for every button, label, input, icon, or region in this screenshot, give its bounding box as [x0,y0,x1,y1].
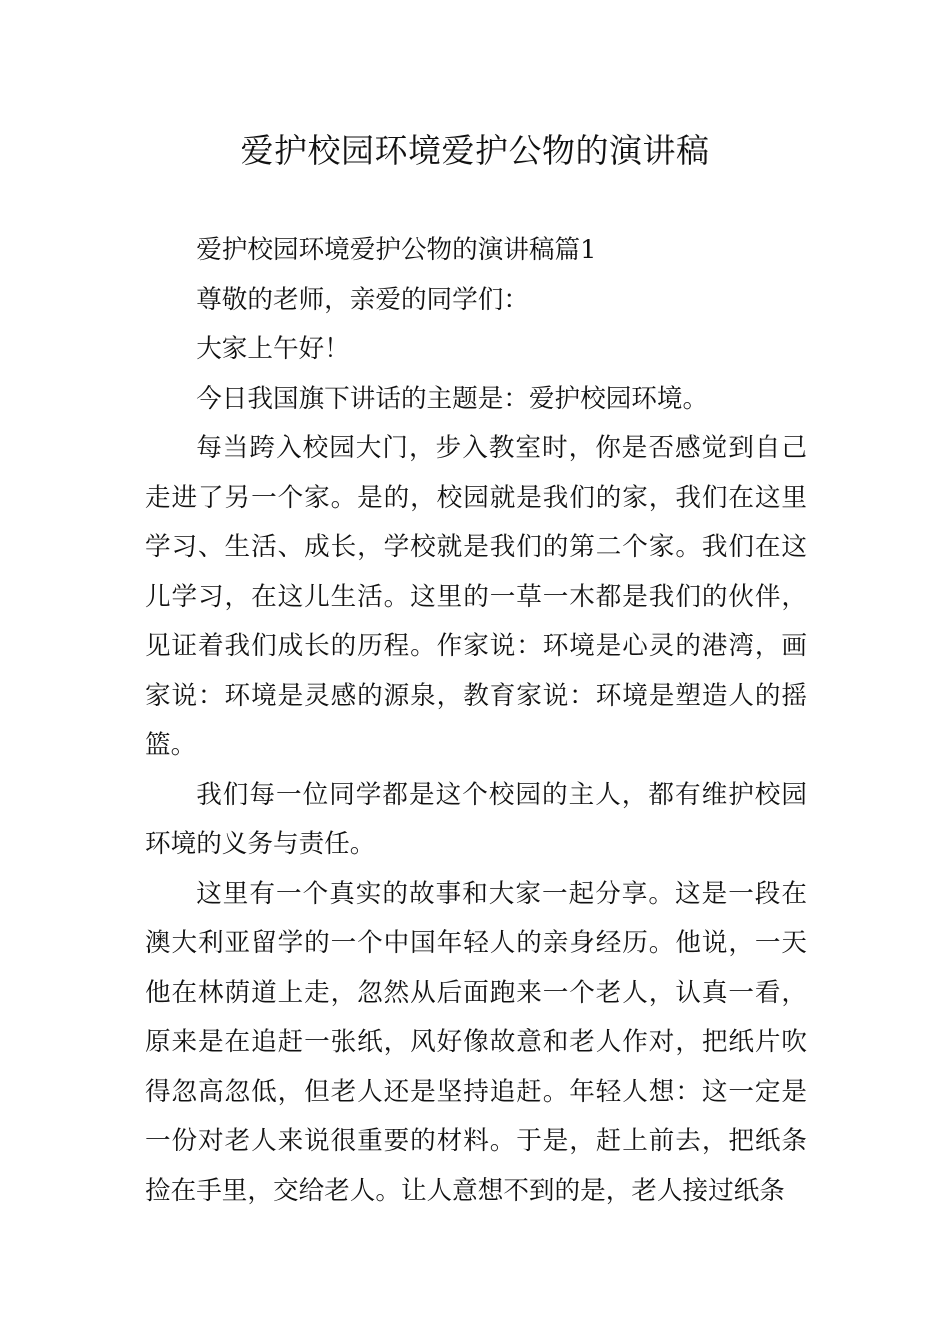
document-title: 爱护校园环境爱护公物的演讲稿 [240,131,710,170]
body-paragraph: 我们每一位同学都是这个校园的主人，都有维护校园环境的义务与责任。 [145,779,807,859]
section-heading: 爱护校园环境爱护公物的演讲稿篇1 [196,235,597,265]
body-paragraph: 今日我国旗下讲话的主题是：爱护校园环境。 [196,383,709,414]
document-body [145,226,807,1216]
salutation: 尊敬的老师，亲爱的同学们： [196,284,529,315]
greeting: 大家上午好！ [196,334,350,364]
body-paragraph: 这里有一个真实的故事和大家一起分享。这是一段在澳大利亚留学的一个中国年轻人的亲身经历。他说，一天他在林荫道上走，忽然从后面跑来一个老人，认真一看，原来是在追赶一张纸，风好像故意和老人作对，把纸片吹得忽高忽低，但老人还是坚持追赶。年轻人想：这一定是一份对老人来说很重要的材料。于是，赶上前去，把纸条捡在手里，交给老人。让人意想不到的是，老人接过纸条 [145,878,807,1206]
body-paragraph: 每当跨入校园大门，步入教室时，你是否感觉到自己走进了另一个家。是的，校园就是我们的家，我们在这里学习、生活、成长，学校就是我们的第二个家。我们在这儿学习，在这儿生活。这里的一草一木都是我们的伙伴，见证着我们成长的历程。作家说：环境是心灵的港湾，画家说：环境是灵感的源泉，教育家说：环境是塑造人的摇篮。 [145,433,807,760]
